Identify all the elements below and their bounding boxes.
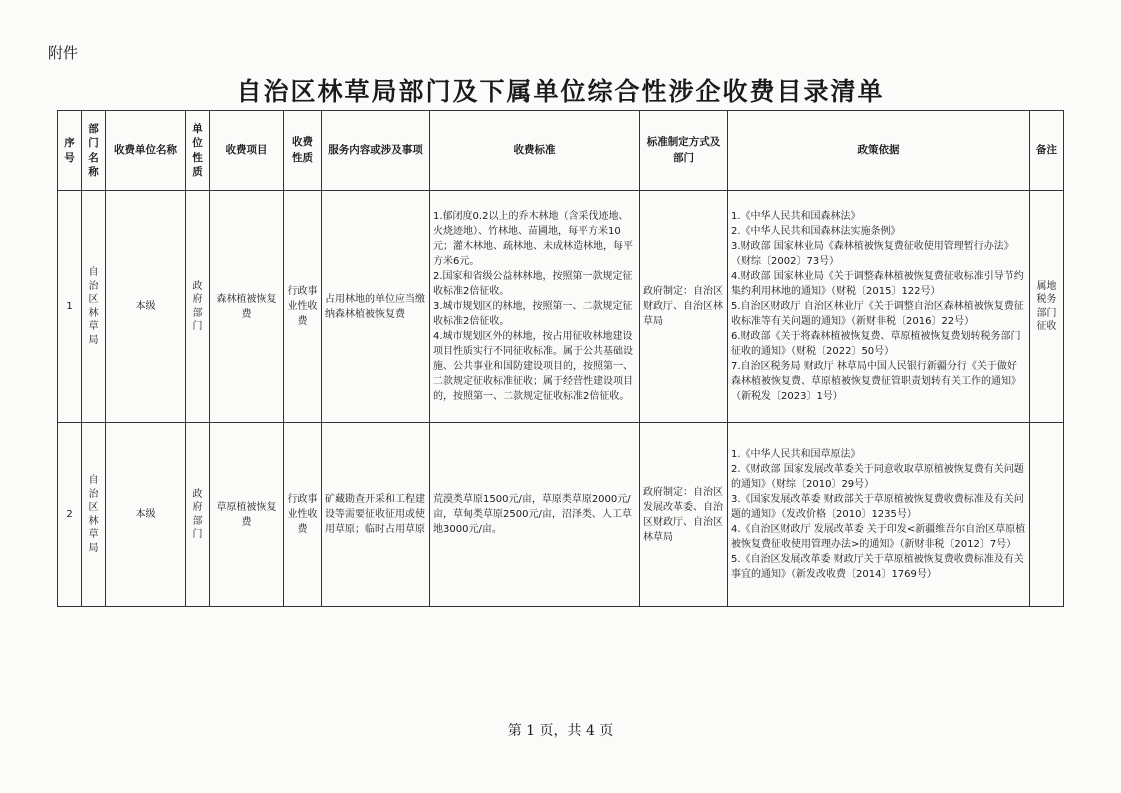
header-cell-service: 服务内容或涉及事项 [322, 111, 430, 191]
row-service: 占用林地的单位应当缴纳森林植被恢复费 [322, 191, 430, 423]
table-header-row [58, 111, 1064, 191]
row-no: 1 [58, 191, 82, 423]
row-note: 属地税务部门征收 [1030, 191, 1064, 423]
table-row [58, 191, 1064, 423]
row-method: 政府制定：自治区发展改革委、自治区财政厅、自治区林草局 [640, 423, 728, 607]
row-note [1030, 423, 1064, 607]
row-basis: 1.《中华人民共和国森林法》 2.《中华人民共和国森林法实施条例》 3.财政部 国家林业局《森林植被恢复费征收使用管理暂行办法》（财综〔2002〕73号） 4.财政部 国家林业局《关于调整森林植被恢复费征收标准引导节约集约利用林地的通知》（财税〔2015〕122号） 5.自治区财政厅 自治区林业厅《关于调整自治区森林植被恢复费征收标准等有关问题的通知》（新财非税〔2016〕22号） 6.财政部《关于将森林植被恢复费、草原植被恢复费划转税务部门征收的通知》（财税〔2022〕50号） 7.自治区税务局 财政厅 林草局中国人民银行新疆分行《关于做好森林植被恢复费、草原植被恢复费征管职责划转有关工作的通知》（新税发〔2023〕1号） [728, 191, 1030, 423]
header-cell-dept: 部门名称 [82, 111, 106, 191]
row-fee-type: 行政事业性收费 [284, 191, 322, 423]
header-cell-note: 备注 [1030, 111, 1064, 191]
header-cell-no: 序号 [58, 111, 82, 191]
row-unit: 本级 [106, 423, 186, 607]
row-fee-type: 行政事业性收费 [284, 423, 322, 607]
header-cell-standard: 收费标准 [430, 111, 640, 191]
page-title: 自治区林草局部门及下属单位综合性涉企收费目录清单 [236, 77, 885, 106]
row-nature: 政府部门 [186, 423, 210, 607]
header-cell-item: 收费项目 [210, 111, 284, 191]
row-item: 森林植被恢复费 [210, 191, 284, 423]
header-cell-method: 标准制定方式及部门 [640, 111, 728, 191]
row-unit: 本级 [106, 191, 186, 423]
header-cell-basis: 政策依据 [728, 111, 1030, 191]
row-dept: 自治区林草局 [82, 423, 106, 607]
row-nature: 政府部门 [186, 191, 210, 423]
page-number: 第 1 页，共 4 页 [507, 723, 614, 739]
row-standard: 1.郁闭度0.2以上的乔木林地（含采伐迹地、火烧迹地）、竹林地、苗圃地，每平方米10元；灌木林地、疏林地、未成林造林地，每平方米6元。 2.国家和省级公益林林地，按照第一款规定征收标准2倍征收。 3.城市规划区的林地，按照第一、二款规定征收标准2倍征收。 4.城市规划区外的林地，按占用征收林地建设项目性质实行不同征收标准。属于公共基础设施、公共事业和国防建设项目的，按照第一、二款规定征收标准征收；属于经营性建设项目的，按照第一、二款规定征收标准2倍征收。 [430, 191, 640, 423]
row-method: 政府制定：自治区财政厅、自治区林草局 [640, 191, 728, 423]
row-standard: 荒漠类草原1500元/亩，草原类草原2000元/亩，草甸类草原2500元/亩，沼泽类、人工草地3000元/亩。 [430, 423, 640, 607]
row-basis: 1.《中华人民共和国草原法》 2.《财政部 国家发展改革委关于同意收取草原植被恢复费有关问题的通知》（财综〔2010〕29号） 3.《国家发展改革委 财政部关于草原植被恢复费收费标准及有关问题的通知》（发改价格〔2010〕1235号） 4.《自治区财政厅 发展改革委 关于印发<新疆维吾尔自治区草原植被恢复费征收使用管理办法>的通知》（新财非税〔2012〕7号） 5.《自治区发展改革委 财政厅关于草原植被恢复费收费标准及有关事宜的通知》（新发改收费〔2014〕1769号） [728, 423, 1030, 607]
table-row [58, 423, 1064, 607]
row-no: 2 [58, 423, 82, 607]
attachment-label: 附件 [48, 44, 79, 62]
row-service: 矿藏勘查开采和工程建设等需要征收征用或使用草原；临时占用草原 [322, 423, 430, 607]
fee-table [57, 110, 1064, 607]
row-item: 草原植被恢复费 [210, 423, 284, 607]
header-cell-unit: 收费单位名称 [106, 111, 186, 191]
header-cell-fee-type: 收费性质 [284, 111, 322, 191]
row-dept: 自治区林草局 [82, 191, 106, 423]
header-cell-nature: 单位性质 [186, 111, 210, 191]
